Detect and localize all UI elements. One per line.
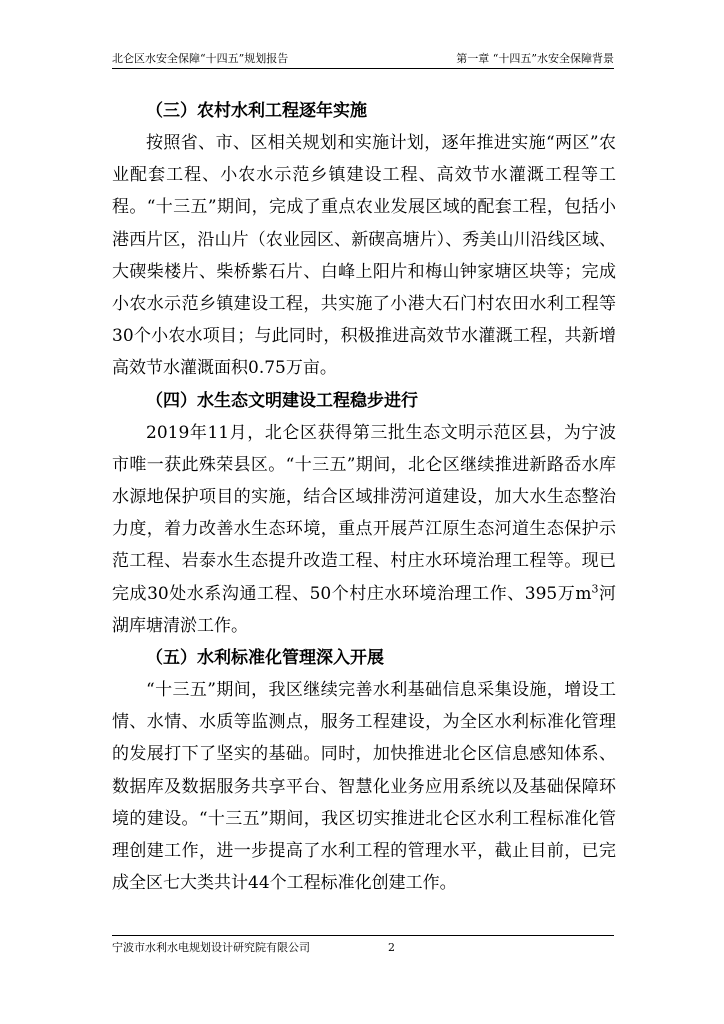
header-report-title: 北仑区水安全保障“十四五”规划报告 xyxy=(112,52,289,65)
page-body xyxy=(112,95,616,899)
section-heading-standardization: （五）水利标准化管理深入开展 xyxy=(146,648,384,669)
paragraph-water-ecology xyxy=(112,417,616,642)
paragraph-water-ecology-text: 2019年11月，北仑区获得第三批生态文明示范区县，为宁波市唯一获此殊荣县区。“十三五”期间，北仑区继续推进新路岙水库水源地保护项目的实施，结合区域排涝河道建设，加大水生态整治力度，着力改善水生态环境，重点开展芦江原生态河道生态保护示范工程、岩泰水生态提升改造工程、村庄水环境治理工程等。现已完成30处水系沟通工程、50个村庄水环境治理工作、395万m xyxy=(112,422,616,604)
superscript-cubic: 3 xyxy=(591,581,599,595)
footer-company: 宁波市水利水电规划设计研究院有限公司 xyxy=(112,941,310,954)
paragraph-rural-water: 按照省、市、区相关规划和实施计划，逐年推进实施“两区”农业配套工程、小农水示范乡镇建设工程、高效节水灌溉工程等工程。“十三五”期间，完成了重点农业发展区域的配套工程，包括小港西片区，沿山片（农业园区、新碶高塘片）、秀美山川沿线区域、大碶柴楼片、柴桥紫石片、白峰上阳片和梅山钟家塘区块等；完成小农水示范乡镇建设工程，共实施了小港大石门村农田水利工程等30个小农水项目；与此同时，积极推进高效节水灌溉工程，共新增高效节水灌溉面积0.75万亩。 xyxy=(112,133,616,379)
header-chapter-title: 第一章 “十四五”水安全保障背景 xyxy=(456,52,614,65)
page-footer xyxy=(112,935,614,956)
page-number: 2 xyxy=(388,941,395,954)
section-heading-water-ecology: （四）水生态文明建设工程稳步进行 xyxy=(146,390,418,411)
paragraph-water-ecology-tail: 河湖库塘清淤工作。 xyxy=(112,583,616,636)
paragraph-standardization: “十三五”期间，我区继续完善水利基础信息采集设施，增设工情、水情、水质等监测点，服务工程建设，为全区水利标准化管理的发展打下了坚实的基础。同时，加快推进北仑区信息感知体系、数据库及数据服务共享平台、智慧化业务应用系统以及基础保障环境的建设。“十三五”期间，我区切实推进北仑区水利工程标准化管理创建工作，进一步提高了水利工程的管理水平，截止目前，已完成全区七大类共计44个工程标准化创建工作。 xyxy=(112,680,616,894)
page-header xyxy=(112,50,614,69)
section-heading-rural-water: （三）农村水利工程逐年实施 xyxy=(146,101,367,121)
